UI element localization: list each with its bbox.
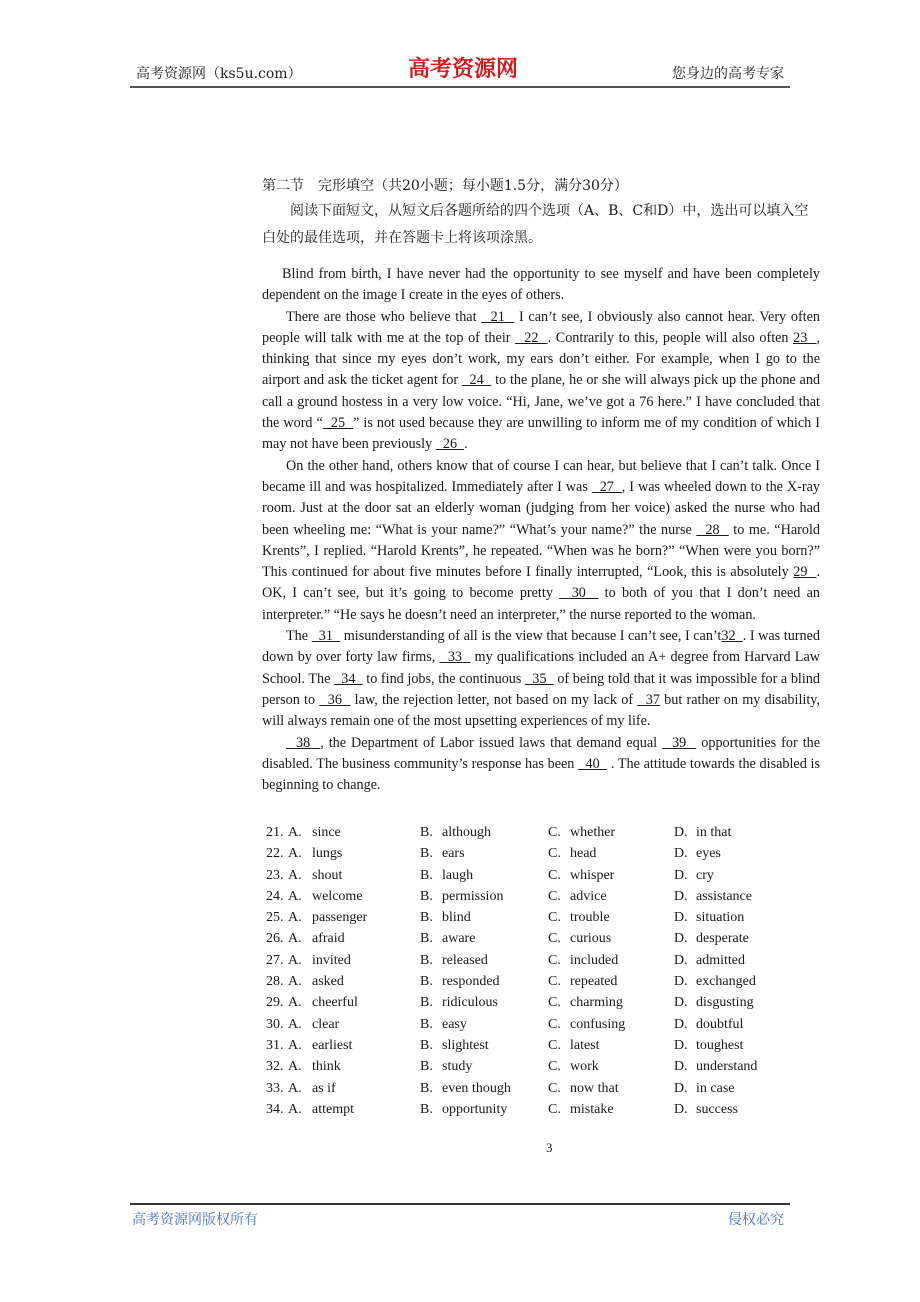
option-a — [288, 907, 367, 928]
option-b — [420, 1099, 507, 1120]
option-text: permission — [442, 888, 504, 904]
option-letter: C. — [548, 1101, 561, 1117]
option-b — [420, 865, 473, 886]
page-footer — [130, 1203, 790, 1229]
option-text: disgusting — [696, 995, 754, 1011]
text: , the Department of Labor issued laws that demand equal — [320, 734, 663, 751]
option-b — [420, 1014, 467, 1035]
option-text: clear — [312, 1016, 340, 1032]
answer-options-list — [266, 822, 826, 1120]
option-d — [674, 886, 752, 907]
option-row — [266, 928, 826, 949]
cloze-passage — [262, 264, 820, 796]
option-text: assistance — [696, 888, 752, 904]
text: to the plane, he or she will always pick up the phone and call a ground hostess in a very low voice. “Hi, Jane, we’ve got a 76 here.” I have concluded that the word “ — [262, 372, 821, 432]
question-number: 22. — [266, 846, 284, 862]
option-text: earliest — [312, 1037, 353, 1053]
option-c — [548, 865, 614, 886]
option-text: now that — [570, 1080, 619, 1096]
option-letter: A. — [288, 1080, 302, 1096]
option-text: latest — [570, 1037, 600, 1053]
option-text: easy — [442, 1016, 467, 1032]
option-letter: D. — [674, 825, 688, 840]
option-letter: B. — [420, 995, 433, 1011]
option-text: understand — [696, 1059, 758, 1075]
option-letter: B. — [420, 1101, 433, 1117]
option-text: lungs — [312, 846, 343, 862]
option-text: study — [442, 1059, 473, 1075]
option-text: think — [312, 1059, 341, 1075]
text: The — [286, 628, 312, 645]
text: to find jobs, the continuous — [362, 670, 526, 687]
blank-24: 24 — [461, 372, 492, 389]
option-d — [674, 992, 754, 1013]
text: , I was wheeled down to the X-ray room. Just at the door sat an elderly woman (judging from her voice) asked the nurse who had been wheeling me: “What is your name?” “What’s your name?” the nurse — [262, 478, 820, 538]
question-number: 27. — [266, 952, 284, 968]
option-text: blind — [442, 910, 471, 926]
blank-21: 21 — [481, 308, 515, 325]
option-letter: A. — [288, 1016, 302, 1032]
blank-28: 28 — [696, 521, 729, 538]
option-letter: C. — [548, 825, 561, 840]
option-letter: C. — [548, 888, 561, 904]
passage-paragraph-2 — [262, 307, 820, 456]
option-row — [266, 971, 826, 992]
text: , thinking that since my eyes don’t work, my ears don’t either. For example, when I go to the airport and ask the ticket agent for — [262, 329, 821, 389]
option-letter: B. — [420, 1059, 433, 1075]
option-text: desperate — [696, 931, 749, 947]
option-text: even though — [442, 1080, 511, 1096]
option-d — [674, 1056, 757, 1077]
option-b — [420, 971, 500, 992]
option-d — [674, 843, 721, 864]
blank-30: 30 — [559, 585, 599, 602]
option-text: as if — [312, 1080, 336, 1096]
option-c — [548, 843, 596, 864]
option-d — [674, 1078, 734, 1099]
option-text: confusing — [570, 1016, 626, 1032]
option-letter: D. — [674, 1016, 688, 1032]
blank-23: 23 — [793, 329, 817, 346]
option-letter: C. — [548, 846, 561, 862]
option-text: although — [442, 825, 491, 840]
option-letter: D. — [674, 888, 688, 904]
blank-27: 27 — [591, 478, 622, 495]
option-letter: A. — [288, 825, 302, 840]
header-site-name: 高考资源网（ks5u.com） — [136, 66, 302, 82]
option-text: welcome — [312, 888, 363, 904]
option-text: charming — [570, 995, 623, 1011]
option-text: asked — [312, 974, 344, 990]
blank-25: 25 — [322, 415, 354, 432]
text: but rather on my disability, will always remain one of the most upsetting experiences of my life. — [262, 691, 821, 730]
option-d — [674, 1035, 743, 1056]
option-letter: C. — [548, 1037, 561, 1053]
page-header — [130, 52, 790, 88]
text: There are those who believe that — [286, 308, 482, 325]
option-letter: C. — [548, 931, 561, 947]
option-text: released — [442, 952, 488, 968]
option-b — [420, 907, 471, 928]
option-letter: B. — [420, 974, 433, 990]
blank-39: 39 — [662, 734, 697, 751]
option-letter: D. — [674, 910, 688, 926]
option-c — [548, 1078, 619, 1099]
option-letter: A. — [288, 931, 302, 947]
option-letter: C. — [548, 952, 561, 968]
option-c — [548, 907, 610, 928]
option-text: passenger — [312, 910, 368, 926]
option-letter: D. — [674, 1059, 688, 1075]
question-number: 30. — [266, 1016, 284, 1032]
option-letter: D. — [674, 846, 688, 862]
option-row — [266, 1014, 826, 1035]
option-text: in case — [696, 1080, 735, 1096]
passage-paragraph-3 — [262, 456, 820, 626]
blank-36: 36 — [319, 691, 351, 708]
option-row — [266, 822, 826, 843]
option-b — [420, 1035, 489, 1056]
option-letter: C. — [548, 995, 561, 1011]
question-number: 33. — [266, 1080, 284, 1096]
option-text: work — [570, 1059, 599, 1075]
option-text: admitted — [696, 952, 745, 968]
text: . — [464, 436, 468, 453]
option-text: mistake — [570, 1101, 614, 1117]
blank-35: 35 — [525, 670, 554, 687]
option-letter: A. — [288, 846, 302, 862]
text: law, the rejection letter, not based on my lack of — [350, 691, 638, 708]
option-letter: B. — [420, 867, 433, 883]
option-text: doubtful — [696, 1016, 744, 1032]
option-text: invited — [312, 952, 351, 968]
option-letter: A. — [288, 952, 302, 968]
option-text: laugh — [442, 867, 474, 883]
text: ” is not used because they are unwilling to inform me of my condition of which I may not have been previously — [262, 415, 820, 453]
option-letter: A. — [288, 1059, 302, 1075]
header-slogan: 您身边的高考专家 — [672, 66, 784, 82]
option-b — [420, 928, 475, 949]
option-b — [420, 1056, 472, 1077]
option-row — [266, 907, 826, 928]
question-number: 24. — [266, 888, 284, 904]
option-letter: D. — [674, 974, 688, 990]
text: On the other hand, others know that of course I can hear, but believe that I can’t talk. Once I became ill and was hospitalized. Immediately after I was — [262, 457, 820, 495]
option-letter: A. — [288, 995, 302, 1011]
option-text: in that — [696, 825, 732, 840]
option-text: included — [570, 952, 619, 968]
option-letter: B. — [420, 1080, 433, 1096]
option-a — [288, 843, 342, 864]
option-a — [288, 822, 341, 843]
option-d — [674, 1099, 738, 1120]
option-d — [674, 1014, 743, 1035]
option-c — [548, 928, 611, 949]
blank-40: 40 — [578, 755, 608, 772]
option-b — [420, 886, 503, 907]
option-row — [266, 950, 826, 971]
section-title: 第二节 完形填空（共20小题；每小题1.5分，满分30分） — [262, 178, 628, 194]
option-letter: C. — [548, 1080, 561, 1096]
option-letter: C. — [548, 867, 561, 883]
option-row — [266, 1078, 826, 1099]
option-c — [548, 1056, 599, 1077]
option-c — [548, 992, 623, 1013]
option-text: aware — [442, 931, 476, 947]
option-letter: A. — [288, 910, 302, 926]
option-letter: A. — [288, 974, 302, 990]
question-number: 31. — [266, 1037, 284, 1053]
blank-29: 29 — [793, 564, 817, 581]
option-d — [674, 928, 749, 949]
text: I can’t see, I obviously also cannot hear. Very often people will talk with me at the top of their — [262, 308, 821, 346]
option-c — [548, 1099, 614, 1120]
option-text: eyes — [696, 846, 721, 862]
option-letter: B. — [420, 846, 433, 862]
option-text: cheerful — [312, 995, 358, 1011]
option-text: ridiculous — [442, 995, 498, 1011]
option-a — [288, 865, 342, 886]
passage-paragraph-4 — [262, 626, 820, 732]
option-c — [548, 971, 617, 992]
option-a — [288, 886, 363, 907]
option-d — [674, 822, 731, 843]
option-letter: B. — [420, 910, 433, 926]
option-letter: C. — [548, 1016, 561, 1032]
page-number: 3 — [546, 1140, 553, 1155]
option-a — [288, 950, 351, 971]
option-text: head — [570, 846, 597, 862]
option-text: curious — [570, 931, 612, 947]
option-d — [674, 865, 714, 886]
question-number: 28. — [266, 974, 284, 990]
option-text: shout — [312, 867, 343, 883]
option-b — [420, 1078, 511, 1099]
option-text: opportunity — [442, 1101, 508, 1117]
option-letter: B. — [420, 952, 433, 968]
option-row — [266, 1035, 826, 1056]
question-number: 23. — [266, 867, 284, 883]
blank-22: 22 — [515, 329, 548, 346]
option-c — [548, 1014, 625, 1035]
option-text: toughest — [696, 1037, 744, 1053]
option-d — [674, 950, 745, 971]
option-text: slightest — [442, 1037, 489, 1053]
option-row — [266, 1056, 826, 1077]
option-row — [266, 843, 826, 864]
blank-38: 38 — [286, 734, 321, 751]
option-c — [548, 822, 615, 843]
option-a — [288, 1014, 339, 1035]
option-text: responded — [442, 974, 500, 990]
footer-rights-notice: 侵权必究 — [728, 1212, 784, 1228]
option-a — [288, 1099, 354, 1120]
blank-34: 34 — [334, 670, 363, 687]
question-number: 25. — [266, 910, 284, 926]
question-number: 26. — [266, 931, 284, 947]
option-b — [420, 822, 491, 843]
header-logo: 高考资源网 — [408, 56, 519, 82]
option-letter: B. — [420, 931, 433, 947]
option-letter: C. — [548, 1059, 561, 1075]
section-instruction: 阅读下面短文，从短文后各题所给的四个选项（A、B、C和D）中，选出可以填入空白处的最佳选项，并在答题卡上将该项涂黑。 — [262, 203, 809, 246]
option-row — [266, 1099, 826, 1120]
option-b — [420, 992, 498, 1013]
option-row — [266, 886, 826, 907]
blank-33: 33 — [439, 649, 471, 666]
option-letter: D. — [674, 1080, 688, 1096]
option-row — [266, 992, 826, 1013]
option-b — [420, 843, 465, 864]
question-number: 34. — [266, 1101, 284, 1117]
blank-26: 26 — [435, 436, 465, 453]
option-letter: B. — [420, 1016, 433, 1032]
option-text: success — [696, 1101, 738, 1117]
option-text: repeated — [570, 974, 618, 990]
option-text: whether — [570, 825, 616, 840]
option-letter: D. — [674, 1037, 688, 1053]
option-a — [288, 1078, 336, 1099]
option-letter: A. — [288, 1037, 302, 1053]
option-a — [288, 1056, 341, 1077]
option-letter: A. — [288, 867, 302, 883]
option-letter: A. — [288, 1101, 302, 1117]
option-c — [548, 1035, 600, 1056]
option-c — [548, 886, 607, 907]
option-a — [288, 1035, 352, 1056]
option-c — [548, 950, 618, 971]
option-letter: B. — [420, 1037, 433, 1053]
text: my qualifications included an A+ degree from Harvard Law School. The — [262, 649, 821, 687]
text: . The attitude towards the disabled is beginning to change. — [262, 755, 821, 794]
passage-paragraph-5 — [262, 733, 820, 797]
option-d — [674, 971, 756, 992]
text: misunderstanding of all is the view that because I can’t see, I can’t — [340, 628, 722, 645]
question-number: 21. — [266, 825, 284, 840]
option-text: cry — [696, 867, 714, 883]
option-letter: D. — [674, 952, 688, 968]
question-number: 32. — [266, 1059, 284, 1075]
option-a — [288, 928, 345, 949]
option-letter: C. — [548, 974, 561, 990]
option-letter: D. — [674, 1101, 688, 1117]
text: of being told that it was impossible for a blind person to — [262, 670, 820, 708]
option-letter: D. — [674, 995, 688, 1011]
option-text: ears — [442, 846, 465, 862]
option-letter: D. — [674, 867, 688, 883]
option-text: trouble — [570, 910, 610, 926]
option-text: attempt — [312, 1101, 354, 1117]
question-number: 29. — [266, 995, 284, 1011]
option-b — [420, 950, 488, 971]
option-text: situation — [696, 910, 745, 926]
text: . OK, I can’t see, but it’s going to become pretty — [262, 564, 820, 602]
option-text: whisper — [570, 867, 615, 883]
option-a — [288, 971, 344, 992]
blank-32: 32 — [721, 628, 743, 645]
text: to me. “Harold Krents”, I replied. “Harold Krents”, he repeated. “When was he born?” “When were you born?” This continued for about five minutes before I finally interrupted, “Look, this is absolutely — [262, 521, 820, 581]
option-letter: C. — [548, 910, 561, 926]
text: . Contrarily to this, people will also often — [547, 329, 794, 346]
blank-31: 31 — [311, 628, 341, 645]
text: opportunities for the disabled. The business community’s response has been — [262, 734, 821, 772]
option-text: since — [312, 825, 341, 840]
option-text: exchanged — [696, 974, 756, 990]
option-a — [288, 992, 358, 1013]
footer-copyright: 高考资源网版权所有 — [132, 1212, 258, 1228]
option-row — [266, 865, 826, 886]
blank-37: 37 — [637, 691, 660, 708]
option-text: afraid — [312, 931, 345, 947]
option-letter: B. — [420, 888, 433, 904]
option-d — [674, 907, 744, 928]
text: to both of you that I don’t need an interpreter.” “He says he doesn’t need an interpreter,” the nurse reported to the woman. — [262, 585, 820, 623]
passage-paragraph-1: Blind from birth, I have never had the opportunity to see myself and have been completely dependent on the image I create in the eyes of others. — [262, 266, 820, 304]
option-letter: A. — [288, 888, 302, 904]
option-letter: D. — [674, 931, 688, 947]
option-text: advice — [570, 888, 607, 904]
document-content — [262, 176, 820, 796]
option-letter: B. — [420, 825, 433, 840]
text: . I was turned down by over forty law firms, — [262, 628, 821, 666]
